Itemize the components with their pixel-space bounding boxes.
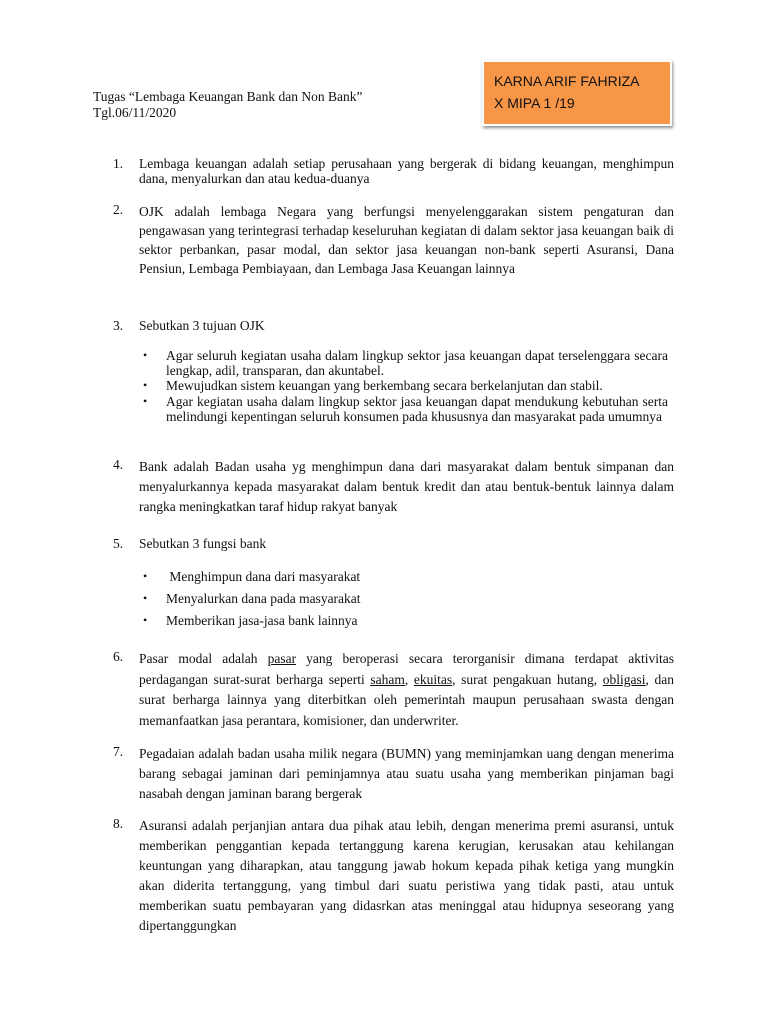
item-number: 1. [113, 156, 124, 171]
item-number: 8. [113, 816, 124, 831]
bullet-text: Agar kegiatan usaha dalam lingkup sektor jasa keuangan dapat mendukung kebutuhan serta melindungi kepentingan seluruh konsumen pada khususnya dan masyarakat pada umumnya [166, 394, 668, 424]
item-number: 2. [113, 202, 124, 217]
student-class: X MIPA 1 /19 [494, 95, 575, 111]
bullet-icon: • [143, 591, 148, 605]
bullet-text: Agar seluruh kegiatan usaha dalam lingkup sektor jasa keuangan dapat terselenggara secara lengkap, adil, transparan, dan akuntabel. [166, 348, 668, 378]
student-name: KARNA ARIF FAHRIZA [494, 73, 640, 89]
bullet-text: Memberikan jasa-jasa bank lainnya [166, 613, 358, 628]
task-title: Tugas “Lembaga Keuangan Bank dan Non Bank” [93, 89, 363, 104]
text-span: Pasar modal adalah [139, 651, 268, 666]
item-text: Asuransi adalah perjanjian antara dua pihak atau lebih, dengan menerima premi asuransi, untuk memberikan penggantian kepada tertanggung karena kerugian, kerusakan atau kehilangan keuntungan yang diharapkan, atau tanggung jawab hokum kepada pihak ketiga yang mungkin akan diderita tertanggung, yang timbul dari suatu peristiwa yang tidak pasti, atau untuk memberikan suatu pembayaran yang didasrkan atas meninggal atau hidupnya seseorang yang dipertanggungkan [139, 818, 674, 933]
item-number: 4. [113, 457, 124, 472]
link-ekuitas[interactable]: ekuitas [413, 671, 453, 687]
text-span: , surat pengakuan hutang, [452, 671, 603, 687]
link-pasar[interactable]: pasar [267, 651, 297, 666]
bullet-icon: • [143, 394, 148, 408]
item-number: 5. [113, 536, 124, 551]
bullet-text: Mewujudkan sistem keuangan yang berkembang secara berkelanjutan dan stabil. [166, 378, 603, 393]
link-saham[interactable]: saham [370, 671, 405, 687]
bullet-icon: • [143, 378, 148, 392]
text-span: , [404, 671, 414, 687]
item-text: OJK adalah lembaga Negara yang berfungsi menyelenggarakan sistem pengaturan dan pengawasan yang terintegrasi terhadap keseluruhan kegiatan di dalam sektor jasa keuangan baik di sektor perbankan, pasar modal, dan sektor jasa keuangan non-bank seperti Asuransi, Dana Pensiun, Lembaga Pembiayaan, dan Lembaga Jasa Keuangan lainnya [139, 204, 674, 276]
bullet-text: Menghimpun dana dari masyarakat [166, 569, 361, 584]
item-text [139, 649, 674, 731]
item-number: 7. [113, 744, 124, 759]
item-number: 6. [113, 649, 124, 664]
item-text: Sebutkan 3 tujuan OJK [139, 318, 265, 333]
task-date: Tgl.06/11/2020 [93, 105, 177, 120]
item-text: Pegadaian adalah badan usaha milik negara (BUMN) yang meminjamkan uang dengan menerima barang sebagai jaminan dari peminjamnya atau suatu usaha yang memberikan pinjaman bagi nasabah dengan jaminan barang bergerak [139, 746, 674, 801]
text-span: yang beroperasi secara terorganisir dimana terdapat aktivitas perdagangan surat-surat berharga seperti [139, 651, 674, 687]
bullet-icon: • [143, 613, 148, 627]
document-header [93, 89, 362, 121]
item-number: 3. [113, 318, 124, 333]
item-text: Sebutkan 3 fungsi bank [139, 536, 267, 551]
text-span: , dan surat berharga lainnya yang diterbitkan oleh pemerintah maupun perusahaan swasta dengan memanfaatkan jasa perantara, komisioner, dan underwriter. [139, 671, 675, 728]
item-text: Bank adalah Badan usaha yg menghimpun dana dari masyarakat dalam bentuk simpanan dan menyalurkannya kepada masyarakat dalam bentuk kredit dan atau bentuk-bentuk lainnya dalam rangka meningkatkan taraf hidup rakyat banyak [139, 459, 674, 514]
bullet-text: Menyalurkan dana pada masyarakat [166, 591, 361, 606]
link-obligasi[interactable]: obligasi [602, 671, 646, 687]
bullet-icon: • [143, 569, 148, 583]
bullet-icon: • [143, 348, 148, 362]
item-text: Lembaga keuangan adalah setiap perusahaan yang bergerak di bidang keuangan, menghimpun dana, menyalurkan dan atau kedua-duanya [139, 156, 674, 186]
student-name-box [482, 60, 672, 126]
